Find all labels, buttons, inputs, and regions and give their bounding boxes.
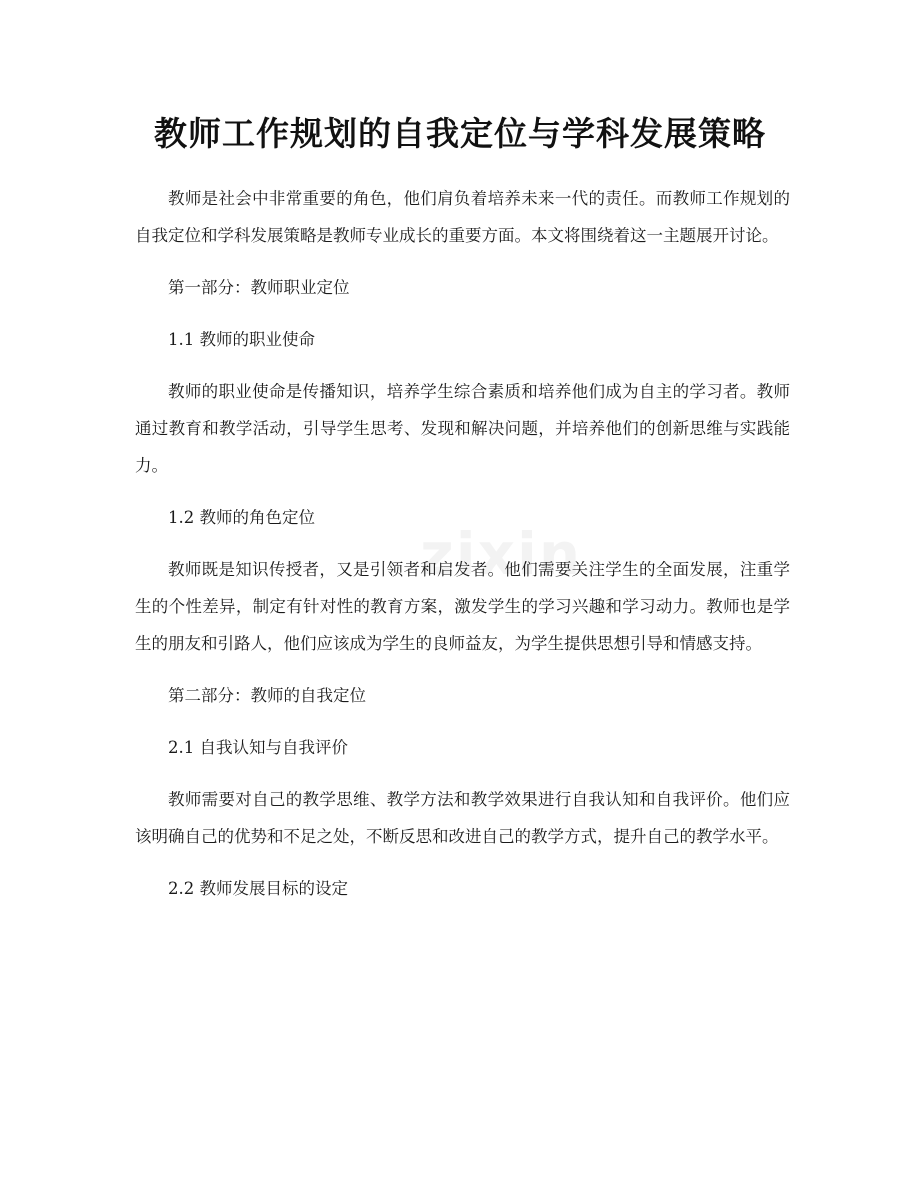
section-heading-part2: 第二部分：教师的自我定位 xyxy=(168,686,366,705)
paragraph-1-1: 教师的职业使命是传播知识，培养学生综合素质和培养他们成为自主的学习者。教师通过教育和教学活动，引导学生思考、发现和解决问题，并培养他们的创新思维与实践能力。 xyxy=(135,382,790,475)
paragraph-2-1: 教师需要对自己的教学思维、教学方法和教学效果进行自我认知和自我评价。他们应该明确自己的优势和不足之处，不断反思和改进自己的教学方式，提升自己的教学水平。 xyxy=(135,790,790,846)
document-title: 教师工作规划的自我定位与学科发展策略 xyxy=(154,114,766,153)
subsection-heading-1-2: 1.2 教师的角色定位 xyxy=(168,508,315,527)
paragraph-1-2: 教师既是知识传授者，又是引领者和启发者。他们需要关注学生的全面发展，注重学生的个性差异，制定有针对性的教育方案，激发学生的学习兴趣和学习动力。教师也是学生的朋友和引路人，他们应该成为学生的良师益友，为学生提供思想引导和情感支持。 xyxy=(135,560,790,653)
subsection-heading-2-2: 2.2 教师发展目标的设定 xyxy=(168,879,348,898)
document-body xyxy=(135,180,790,922)
subsection-heading-2-1: 2.1 自我认知与自我评价 xyxy=(168,738,348,757)
subsection-heading-1-1: 1.1 教师的职业使命 xyxy=(168,330,315,349)
section-heading-part1: 第一部分：教师职业定位 xyxy=(168,278,350,297)
intro-paragraph: 教师是社会中非常重要的角色，他们肩负着培养未来一代的责任。而教师工作规划的自我定位和学科发展策略是教师专业成长的重要方面。本文将围绕着这一主题展开讨论。 xyxy=(135,189,790,245)
